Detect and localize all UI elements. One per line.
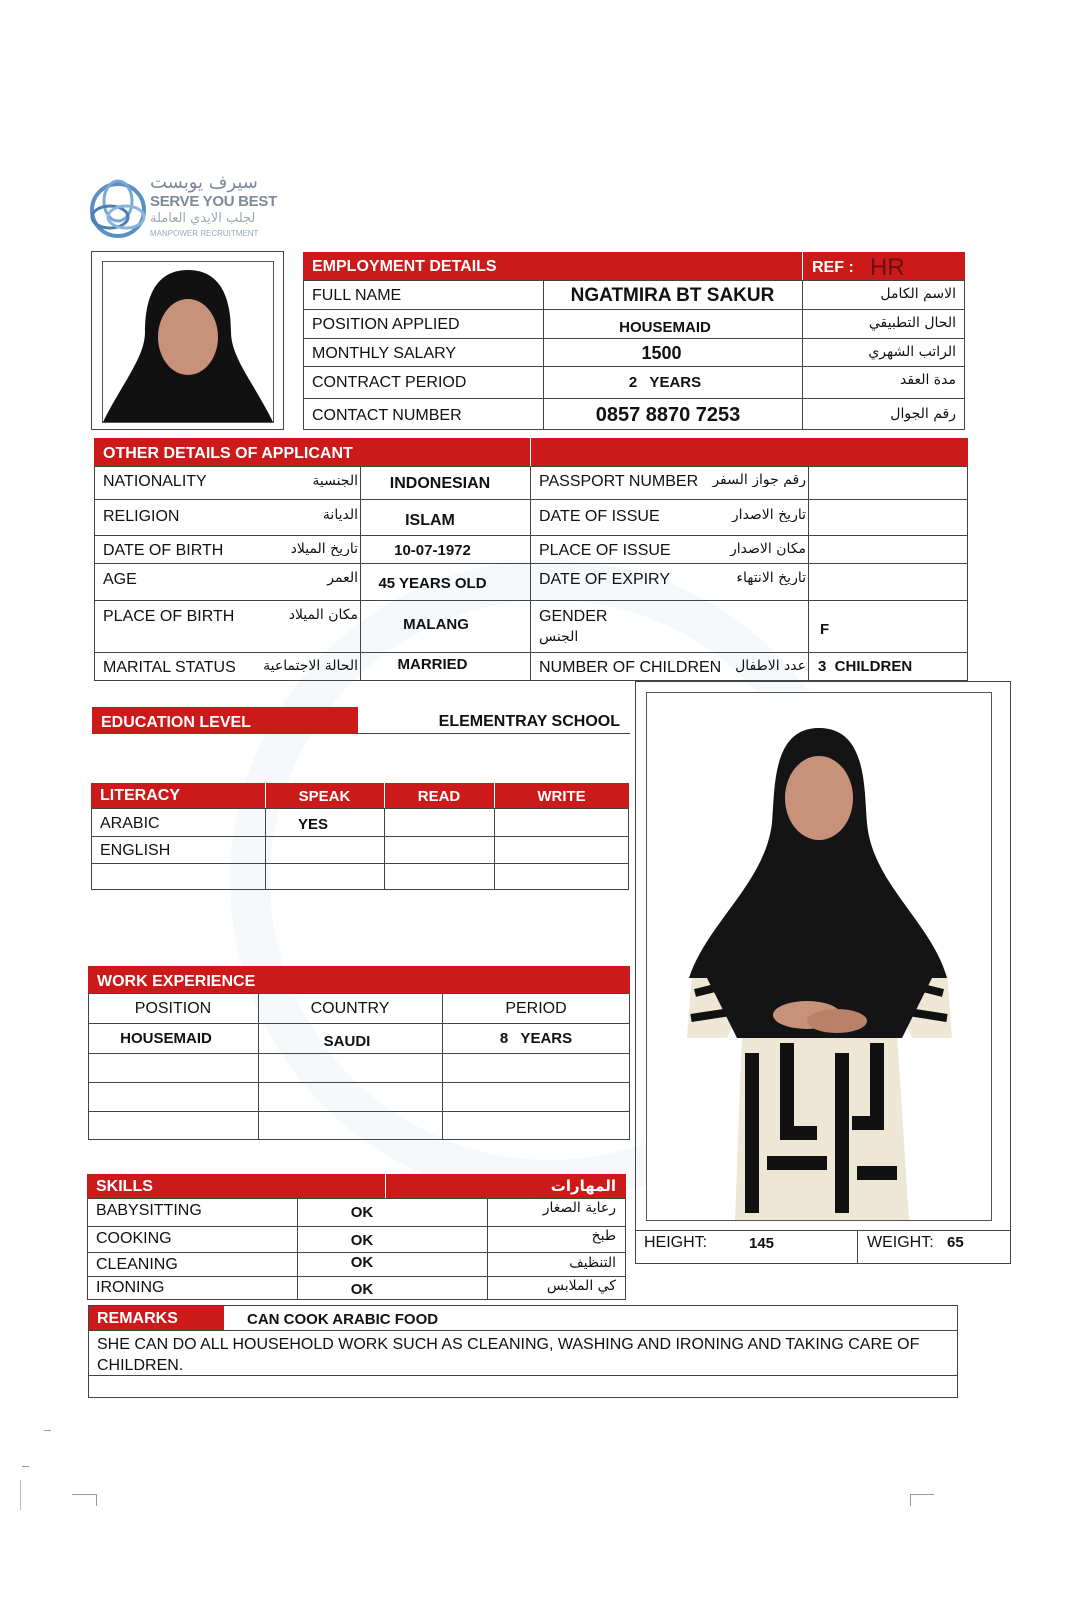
- skill-babysitting-ar: رعاية الصغار: [542, 1200, 616, 1216]
- contract-label: CONTRACT PERIOD: [312, 374, 467, 391]
- ref-value: HR: [870, 254, 905, 281]
- margin-tick: [22, 1466, 29, 1467]
- work-title: WORK EXPERIENCE: [97, 973, 256, 990]
- contact-label: CONTACT NUMBER: [312, 407, 462, 424]
- skill-cooking-label: COOKING: [96, 1230, 172, 1247]
- religion-label: RELIGION: [103, 508, 180, 525]
- contract-ar: مدة العقد: [900, 372, 956, 388]
- weight-label: WEIGHT:: [867, 1234, 934, 1251]
- skill-cooking-value: OK: [350, 1232, 374, 1249]
- skill-babysitting-label: BABYSITTING: [96, 1202, 202, 1219]
- height-value: 145: [749, 1235, 775, 1252]
- remarks-label: REMARKS: [97, 1310, 178, 1327]
- logo-knot-icon: [88, 177, 148, 243]
- work-col-period: PERIOD: [505, 1000, 567, 1017]
- english-label: ENGLISH: [100, 842, 171, 859]
- date-of-expiry-label: DATE OF EXPIRY: [539, 571, 670, 588]
- corner-mark: [910, 1494, 934, 1495]
- children-value: 3 CHILDREN: [818, 658, 913, 675]
- write-header: WRITE: [537, 788, 586, 805]
- weight-value: 65: [947, 1234, 964, 1251]
- read-header: READ: [417, 788, 461, 805]
- skill-cooking-ar: طبخ: [591, 1228, 616, 1244]
- speak-header: SPEAK: [298, 788, 351, 805]
- margin-tick: [44, 1430, 51, 1431]
- work-col-position: POSITION: [134, 1000, 212, 1017]
- marital-status-label: MARITAL STATUS: [103, 659, 236, 676]
- passport-ar: رقم جواز السفر: [712, 473, 806, 487]
- gender-ar: الجنس: [539, 629, 579, 645]
- full-name-value: NGATMIRA BT SAKUR: [570, 285, 775, 306]
- salary-ar: الراتب الشهري: [868, 344, 956, 360]
- contact-ar: رقم الجوال: [890, 406, 956, 422]
- arabic-label: ARABIC: [100, 815, 160, 832]
- remarks-body: SHE CAN DO ALL HOUSEHOLD WORK SUCH AS CLEANING, WASHING AND IRONING AND TAKING CARE OF CHILDREN.: [97, 1336, 920, 1374]
- work-col-country: COUNTRY: [310, 1000, 390, 1017]
- work-position-value: HOUSEMAID: [120, 1030, 212, 1047]
- children-ar: عدد الاطفال: [735, 659, 806, 673]
- applicant-full-photo: [646, 692, 992, 1221]
- nationality-value: INDONESIAN: [389, 475, 491, 492]
- applicant-portrait: [102, 261, 274, 423]
- place-of-issue-label: PLACE OF ISSUE: [539, 542, 671, 559]
- dob-value: 10-07-1972: [394, 542, 471, 559]
- passport-label: PASSPORT NUMBER: [539, 473, 699, 490]
- salary-value: 1500: [641, 343, 682, 363]
- skill-cleaning-label: CLEANING: [96, 1256, 178, 1273]
- skill-ironing-label: IRONING: [96, 1279, 165, 1296]
- margin-tick: [20, 1480, 21, 1510]
- skill-cleaning-value: OK: [350, 1254, 374, 1271]
- remarks-headline: CAN COOK ARABIC FOOD: [247, 1311, 439, 1328]
- work-period-value: 8 YEARS: [499, 1030, 573, 1047]
- dob-ar: تاريخ الميلاد: [290, 542, 358, 556]
- nationality-ar: الجنسية: [312, 474, 358, 488]
- place-of-birth-label: PLACE OF BIRTH: [103, 608, 235, 625]
- full-name-label: FULL NAME: [312, 287, 402, 304]
- religion-ar: الديانة: [322, 508, 358, 522]
- education-value: ELEMENTRAY SCHOOL: [438, 713, 620, 730]
- position-value: HOUSEMAID: [619, 319, 711, 336]
- height-label: HEIGHT:: [644, 1234, 708, 1251]
- ref-label: REF :: [812, 259, 854, 276]
- work-country-value: SAUDI: [323, 1033, 371, 1050]
- gender-label: GENDER: [539, 608, 608, 625]
- other-details-title: OTHER DETAILS OF APPLICANT: [103, 445, 353, 462]
- corner-mark: [910, 1494, 911, 1506]
- religion-value: ISLAM: [405, 512, 455, 529]
- education-label: EDUCATION LEVEL: [101, 714, 251, 731]
- full-name-ar: الاسم الكامل: [880, 286, 956, 302]
- gender-value: F: [820, 621, 830, 638]
- age-ar: العمر: [327, 570, 358, 586]
- employment-title: EMPLOYMENT DETAILS: [312, 258, 497, 275]
- skill-cleaning-ar: التنظيف: [569, 1255, 616, 1271]
- marital-status-value: MARRIED: [397, 656, 468, 673]
- contract-value: 2 YEARS: [628, 374, 702, 391]
- arabic-speak: YES: [297, 816, 328, 833]
- skills-title: SKILLS: [96, 1178, 153, 1195]
- logo-english-name: SERVE YOU BEST: [150, 193, 277, 210]
- skill-ironing-ar: كي الملابس: [546, 1278, 616, 1294]
- age-value: 45 YEARS OLD: [378, 575, 487, 592]
- dob-label: DATE OF BIRTH: [103, 542, 224, 559]
- children-label: NUMBER OF CHILDREN: [539, 659, 722, 676]
- logo-sub: MANPOWER RECRUITMENT: [150, 229, 259, 238]
- place-of-birth-value: MALANG: [403, 616, 469, 633]
- logo-arabic-sub: لجلب الايدي العاملة: [150, 211, 256, 226]
- age-label: AGE: [103, 571, 137, 588]
- corner-mark: [96, 1494, 97, 1506]
- marital-status-ar: الحالة الاجتماعية: [263, 659, 358, 673]
- skill-ironing-value: OK: [350, 1281, 374, 1298]
- nationality-label: NATIONALITY: [103, 473, 207, 490]
- position-label: POSITION APPLIED: [312, 316, 460, 333]
- skill-babysitting-value: OK: [350, 1204, 374, 1221]
- position-ar: الحال التطبيقي: [868, 315, 956, 331]
- date-of-issue-label: DATE OF ISSUE: [539, 508, 660, 525]
- corner-mark: [72, 1494, 96, 1495]
- place-of-issue-ar: مكان الاصدار: [730, 542, 806, 556]
- date-of-issue-ar: تاريخ الاصدار: [731, 508, 806, 522]
- salary-label: MONTHLY SALARY: [312, 345, 457, 362]
- skills-title-ar: المهارات: [550, 1177, 616, 1195]
- literacy-title: LITERACY: [100, 787, 180, 804]
- logo-arabic-name: سيرف يوبست: [150, 172, 258, 193]
- date-of-expiry-ar: تاريخ الانتهاء: [736, 571, 806, 585]
- contact-value: 0857 8870 7253: [595, 404, 741, 426]
- place-of-birth-ar: مكان الميلاد: [288, 608, 358, 622]
